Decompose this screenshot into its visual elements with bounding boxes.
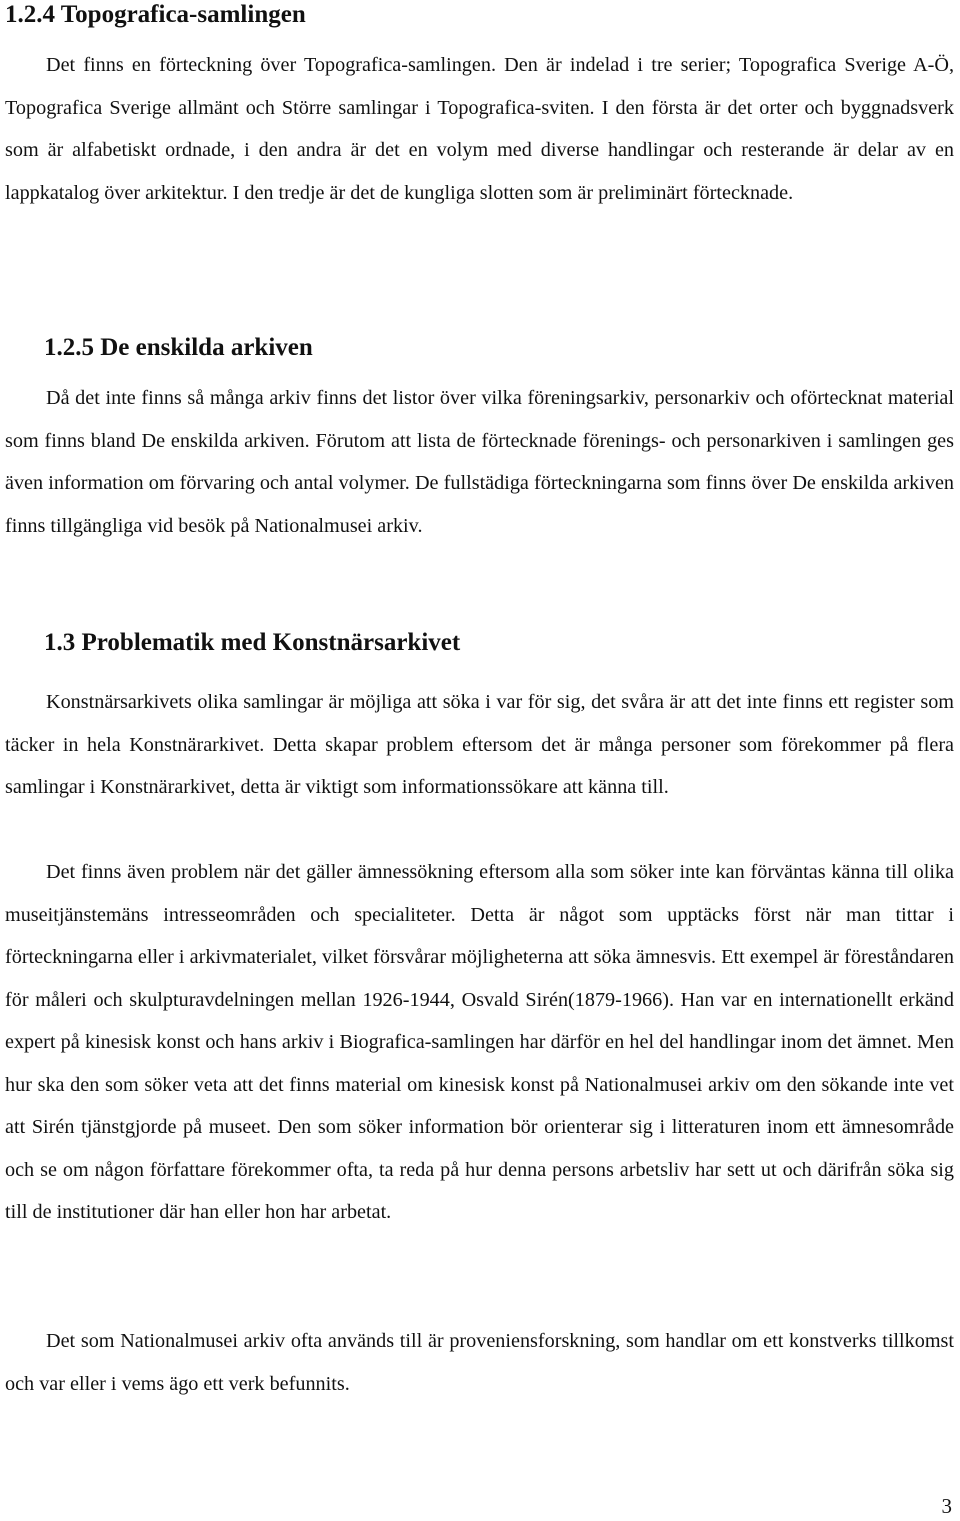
section-heading-enskilda-arkiven: 1.2.5 De enskilda arkiven <box>44 334 313 361</box>
section-heading-topografica: 1.2.4 Topografica-samlingen <box>5 1 306 28</box>
paragraph-problematik-2: Det finns även problem när det gäller ämnessökning eftersom alla som söker inte kan förväntas känna till olika museitjänstemäns intresseområden och specialiteter. Detta är något som upptäcks först när man tittar i förteckningarna eller i arkivmaterialet, vilket försvårar möjligheterna att söka ämnesvis. Ett exempel är föreståndaren för måleri och skulpturavdelningen mellan 1926-1944, Osvald Sirén(1879-1966). Han var en internationellt erkänd expert på kinesisk konst och hans arkiv i Biografica-samlingen har därför en hel del handlingar inom det ämnet. Men hur ska den som söker veta att det finns material om kinesisk konst på Nationalmusei arkiv om den sökande inte vet att Sirén tjänstgjorde på museet. Den som söker information bör orienterar sig i litteraturen inom ett ämnesområde och se om någon författare förekommer ofta, ta reda på hur denna persons arbetsliv har sett ut och därifrån söka sig till de institutioner där han eller hon har arbetat. <box>5 861 954 1223</box>
paragraph-topografica: Det finns en förteckning över Topografica-samlingen. Den är indelad i tre serier; Topografica Sverige A-Ö, Topografica Sverige allmänt och Större samlingar i Topografica-sviten. I den första är det orter och byggnadsverk som är alfabetiskt ordnade, i den andra är det en volym med diverse handlingar och resterande är delar av en lappkatalog över arkitektur. I den tredje är det de kungliga slotten som är preliminärt förtecknade. <box>5 54 954 204</box>
paragraph-problematik-3: Det som Nationalmusei arkiv ofta används till är proveniensforskning, som handlar om ett konstverks tillkomst och var eller i vems ägo ett verk befunnits. <box>5 1330 954 1395</box>
page-number: 3 <box>941 1494 952 1518</box>
section-heading-problematik: 1.3 Problematik med Konstnärsarkivet <box>44 629 461 656</box>
paragraph-enskilda-arkiven: Då det inte finns så många arkiv finns det listor över vilka föreningsarkiv, personarkiv och oförtecknat material som finns bland De enskilda arkiven. Förutom att lista de förtecknade förenings- och personarkiven i samlingen ges även information om förvaring och antal volymer. De fullstädiga förteckningarna som finns över De enskilda arkiven finns tillgängliga vid besök på Nationalmusei arkiv. <box>5 387 954 537</box>
paragraph-problematik-1: Konstnärsarkivets olika samlingar är möjliga att söka i var för sig, det svåra är att det inte finns ett register som täcker in hela Konstnärarkivet. Detta skapar problem eftersom det är många personer som förekommer på flera samlingar i Konstnärarkivet, detta är viktigt som informationssökare att känna till. <box>5 691 954 798</box>
